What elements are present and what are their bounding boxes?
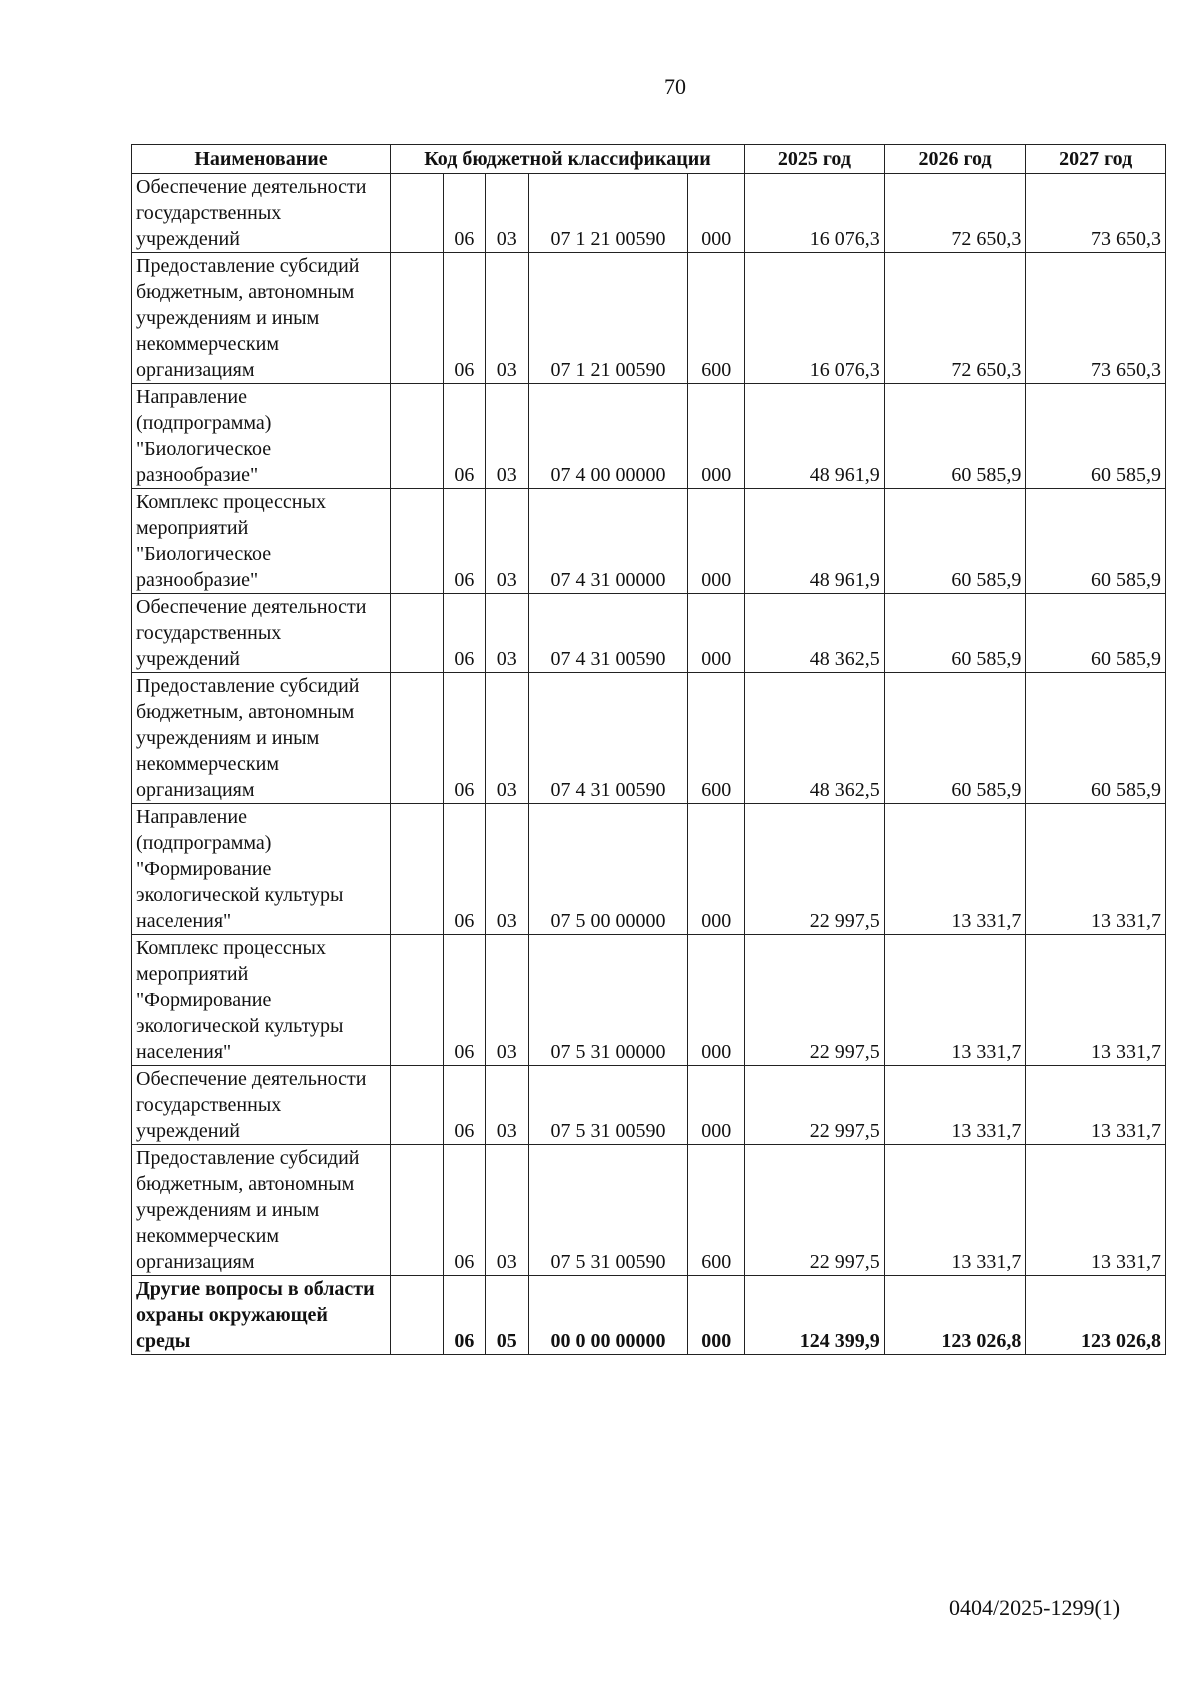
table-row xyxy=(132,1145,1166,1276)
budget-table xyxy=(131,144,1166,1355)
cell-blank xyxy=(390,174,443,253)
cell-sect: 06 xyxy=(443,594,485,673)
cell-y2026: 123 026,8 xyxy=(884,1276,1026,1355)
cell-article: 07 4 31 00000 xyxy=(528,489,688,594)
header-name: Наименование xyxy=(132,145,391,174)
page-number: 70 xyxy=(664,74,686,99)
cell-name: Предоставление субсидий бюджетным, автономным учреждениям и иным некоммерческим организациям xyxy=(132,673,391,804)
cell-blank xyxy=(390,804,443,935)
cell-blank xyxy=(390,594,443,673)
cell-sect: 06 xyxy=(443,174,485,253)
cell-y2025: 22 997,5 xyxy=(745,1066,885,1145)
cell-y2027: 13 331,7 xyxy=(1026,1066,1166,1145)
cell-blank xyxy=(390,489,443,594)
cell-y2027: 60 585,9 xyxy=(1026,594,1166,673)
cell-sub: 03 xyxy=(486,673,528,804)
cell-sect: 06 xyxy=(443,804,485,935)
cell-y2025: 22 997,5 xyxy=(745,935,885,1066)
cell-blank xyxy=(390,1145,443,1276)
cell-y2026: 13 331,7 xyxy=(884,935,1026,1066)
cell-y2027: 73 650,3 xyxy=(1026,253,1166,384)
cell-name: Предоставление субсидий бюджетным, автономным учреждениям и иным некоммерческим организациям xyxy=(132,253,391,384)
cell-sect: 06 xyxy=(443,935,485,1066)
cell-blank xyxy=(390,673,443,804)
table-row xyxy=(132,594,1166,673)
cell-y2025: 124 399,9 xyxy=(745,1276,885,1355)
cell-y2025: 48 362,5 xyxy=(745,673,885,804)
cell-name: Предоставление субсидий бюджетным, автономным учреждениям и иным некоммерческим организациям xyxy=(132,1145,391,1276)
table-row xyxy=(132,673,1166,804)
cell-sub: 03 xyxy=(486,594,528,673)
cell-y2025: 22 997,5 xyxy=(745,804,885,935)
cell-y2026: 60 585,9 xyxy=(884,384,1026,489)
cell-y2027: 60 585,9 xyxy=(1026,673,1166,804)
cell-y2026: 13 331,7 xyxy=(884,804,1026,935)
cell-type: 000 xyxy=(688,1066,745,1145)
cell-article: 07 5 00 00000 xyxy=(528,804,688,935)
table-row xyxy=(132,384,1166,489)
cell-article: 07 1 21 00590 xyxy=(528,174,688,253)
cell-article: 07 1 21 00590 xyxy=(528,253,688,384)
cell-name: Обеспечение деятельности государственных учреждений xyxy=(132,594,391,673)
table-row xyxy=(132,935,1166,1066)
cell-sub: 03 xyxy=(486,804,528,935)
cell-blank xyxy=(390,935,443,1066)
cell-name: Направление (подпрограмма) "Формирование экологической культуры населения" xyxy=(132,804,391,935)
cell-type: 000 xyxy=(688,174,745,253)
cell-sub: 03 xyxy=(486,1145,528,1276)
header-2025: 2025 год xyxy=(745,145,885,174)
cell-blank xyxy=(390,253,443,384)
cell-name: Комплекс процессных мероприятий "Формирование экологической культуры населения" xyxy=(132,935,391,1066)
cell-y2027: 13 331,7 xyxy=(1026,935,1166,1066)
cell-sect: 06 xyxy=(443,1145,485,1276)
table-row xyxy=(132,174,1166,253)
cell-y2026: 60 585,9 xyxy=(884,594,1026,673)
cell-type: 000 xyxy=(688,384,745,489)
cell-sub: 03 xyxy=(486,935,528,1066)
cell-sect: 06 xyxy=(443,1276,485,1355)
cell-y2026: 60 585,9 xyxy=(884,489,1026,594)
cell-type: 000 xyxy=(688,594,745,673)
cell-y2027: 73 650,3 xyxy=(1026,174,1166,253)
cell-type: 000 xyxy=(688,935,745,1066)
cell-name: Обеспечение деятельности государственных учреждений xyxy=(132,1066,391,1145)
table-row xyxy=(132,253,1166,384)
cell-article: 00 0 00 00000 xyxy=(528,1276,688,1355)
document-code: 0404/2025-1299(1) xyxy=(949,1595,1121,1620)
cell-y2027: 60 585,9 xyxy=(1026,384,1166,489)
cell-y2026: 72 650,3 xyxy=(884,253,1026,384)
table-row xyxy=(132,1276,1166,1355)
cell-y2026: 13 331,7 xyxy=(884,1066,1026,1145)
header-2027: 2027 год xyxy=(1026,145,1166,174)
cell-blank xyxy=(390,1066,443,1145)
cell-y2026: 60 585,9 xyxy=(884,673,1026,804)
cell-article: 07 5 31 00590 xyxy=(528,1066,688,1145)
table-row xyxy=(132,489,1166,594)
cell-sub: 03 xyxy=(486,489,528,594)
cell-sub: 05 xyxy=(486,1276,528,1355)
cell-y2027: 13 331,7 xyxy=(1026,1145,1166,1276)
cell-article: 07 4 31 00590 xyxy=(528,673,688,804)
cell-sect: 06 xyxy=(443,1066,485,1145)
table-header-row xyxy=(132,145,1166,174)
cell-type: 000 xyxy=(688,1276,745,1355)
cell-sub: 03 xyxy=(486,1066,528,1145)
cell-article: 07 5 31 00590 xyxy=(528,1145,688,1276)
table-row xyxy=(132,804,1166,935)
cell-sect: 06 xyxy=(443,673,485,804)
cell-y2026: 72 650,3 xyxy=(884,174,1026,253)
cell-y2027: 13 331,7 xyxy=(1026,804,1166,935)
cell-sect: 06 xyxy=(443,384,485,489)
cell-name: Обеспечение деятельности государственных учреждений xyxy=(132,174,391,253)
cell-y2025: 16 076,3 xyxy=(745,253,885,384)
cell-y2027: 123 026,8 xyxy=(1026,1276,1166,1355)
cell-sub: 03 xyxy=(486,384,528,489)
cell-type: 000 xyxy=(688,489,745,594)
header-code: Код бюджетной классификации xyxy=(390,145,744,174)
cell-blank xyxy=(390,384,443,489)
cell-y2027: 60 585,9 xyxy=(1026,489,1166,594)
cell-article: 07 4 31 00590 xyxy=(528,594,688,673)
cell-type: 600 xyxy=(688,1145,745,1276)
cell-y2025: 22 997,5 xyxy=(745,1145,885,1276)
cell-type: 600 xyxy=(688,253,745,384)
cell-name: Другие вопросы в области охраны окружающей среды xyxy=(132,1276,391,1355)
table-row xyxy=(132,1066,1166,1145)
table-body xyxy=(132,174,1166,1355)
cell-y2025: 48 961,9 xyxy=(745,489,885,594)
cell-article: 07 5 31 00000 xyxy=(528,935,688,1066)
cell-y2025: 16 076,3 xyxy=(745,174,885,253)
header-2026: 2026 год xyxy=(884,145,1026,174)
cell-article: 07 4 00 00000 xyxy=(528,384,688,489)
cell-sect: 06 xyxy=(443,489,485,594)
cell-blank xyxy=(390,1276,443,1355)
cell-sect: 06 xyxy=(443,253,485,384)
cell-sub: 03 xyxy=(486,253,528,384)
cell-y2025: 48 961,9 xyxy=(745,384,885,489)
cell-y2026: 13 331,7 xyxy=(884,1145,1026,1276)
cell-name: Комплекс процессных мероприятий "Биологическое разнообразие" xyxy=(132,489,391,594)
cell-type: 000 xyxy=(688,804,745,935)
cell-type: 600 xyxy=(688,673,745,804)
cell-name: Направление (подпрограмма) "Биологическое разнообразие" xyxy=(132,384,391,489)
cell-y2025: 48 362,5 xyxy=(745,594,885,673)
cell-sub: 03 xyxy=(486,174,528,253)
